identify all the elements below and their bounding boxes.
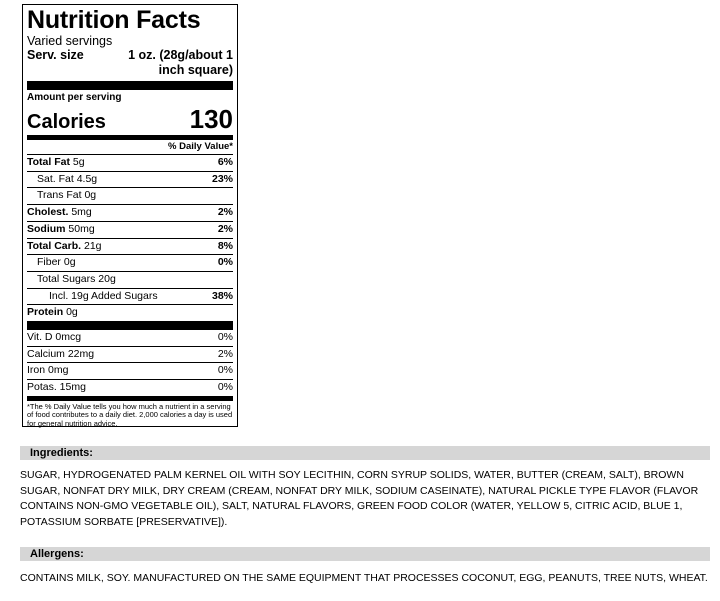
ingredients-heading: Ingredients: bbox=[20, 446, 710, 460]
nutrient-dv: 8% bbox=[217, 239, 233, 252]
vitamin-row-iron bbox=[27, 362, 233, 379]
vitamin-text: Potas. 15mg bbox=[27, 381, 86, 394]
nutrient-dv: 2% bbox=[217, 222, 233, 235]
nutrient-row-cholesterol bbox=[27, 204, 233, 221]
nutrient-dv: 6% bbox=[217, 156, 233, 168]
nutrient-dv: 0% bbox=[217, 256, 233, 269]
vitamin-row-potassium bbox=[27, 379, 233, 396]
nutrition-facts-title: Nutrition Facts bbox=[27, 6, 201, 34]
nutrient-name: Protein bbox=[27, 306, 64, 319]
nutrient-row-sat-fat bbox=[27, 171, 233, 188]
nutrient-amount: 50mg bbox=[68, 222, 95, 235]
calories-row bbox=[27, 104, 233, 134]
nutrient-row-trans-fat bbox=[27, 187, 233, 204]
vitamin-dv: 0% bbox=[217, 331, 233, 344]
vitamin-dv: 0% bbox=[217, 381, 233, 394]
nutrient-name: Fiber bbox=[37, 256, 61, 269]
nutrient-name: Total Sugars bbox=[37, 272, 96, 285]
thick-divider bbox=[27, 81, 233, 90]
nutrient-amount: 0g bbox=[84, 189, 97, 202]
serving-size-label: Serv. size bbox=[27, 48, 84, 62]
nutrient-row-total-carb bbox=[27, 238, 233, 255]
nutrient-dv: 23% bbox=[211, 172, 233, 185]
nutrient-name: Sat. Fat bbox=[37, 172, 74, 185]
ingredients-text: SUGAR, HYDROGENATED PALM KERNEL OIL WITH SOY LECITHIN, CORN SYRUP SOLIDS, WATER, BUTTER (CREAM, SALT), BROWN SUGAR, NONFAT DRY MILK, DRY CREAM (CREAM, NONFAT DRY MILK, SODIUM CASEINATE), NATURAL PICKLE TYPE FLAVOR (FLAVOR CONTAINS NON-GMO VEGETABLE OIL), SALT, NATURAL FLAVORS, GREEN FOOD COLOR (WATER, YELLOW 5, CITRIC ACID, BLUE 1, POTASSIUM SORBATE [PRESERVATIVE]). bbox=[20, 469, 699, 528]
nutrient-amount: 21g bbox=[83, 239, 102, 252]
nutrient-amount: 0g bbox=[63, 256, 76, 269]
nutrition-facts-label bbox=[22, 4, 238, 427]
nutrient-row-total-fat bbox=[27, 154, 233, 171]
serving-size-row bbox=[27, 48, 233, 78]
nutrient-name: Cholest. bbox=[27, 206, 69, 219]
nutrient-amount: 5g bbox=[72, 156, 85, 168]
nutrient-amount: 20g bbox=[98, 272, 116, 285]
nutrient-name: Total Fat bbox=[27, 156, 70, 168]
vitamin-row-calcium bbox=[27, 346, 233, 363]
nutrient-amount: 4.5g bbox=[76, 172, 98, 185]
nutrient-row-sodium bbox=[27, 221, 233, 238]
nutrient-row-fiber bbox=[27, 254, 233, 271]
vitamin-dv: 2% bbox=[217, 347, 233, 360]
vitamin-text: Vit. D 0mcg bbox=[27, 331, 82, 344]
vitamin-row-d bbox=[27, 330, 233, 346]
nutrient-name: Total Carb. bbox=[27, 239, 82, 252]
calories-label: Calories bbox=[27, 111, 106, 133]
nutrient-amount: 0g bbox=[66, 306, 78, 319]
nutrient-row-protein bbox=[27, 304, 233, 321]
daily-value-header: % Daily Value* bbox=[27, 139, 233, 154]
nutrient-name: Trans Fat bbox=[37, 189, 82, 202]
vitamin-dv: 0% bbox=[217, 364, 233, 377]
allergens-text: CONTAINS MILK, SOY. MANUFACTURED ON THE SAME EQUIPMENT THAT PROCESSES COCONUT, EGG, PEANUTS, TREE NUTS, WHEAT. bbox=[20, 572, 708, 584]
calories-value: 130 bbox=[189, 104, 233, 134]
nutrient-dv: 2% bbox=[217, 206, 233, 219]
servings-text: Varied servings bbox=[27, 34, 113, 48]
daily-value-footnote: *The % Daily Value tells you how much a nutrient in a serving of food contributes to a daily diet. 2,000 calories a day is used for general nutrition advice. bbox=[27, 401, 233, 428]
nutrient-name: Incl. 19g Added Sugars bbox=[49, 289, 158, 302]
nutrient-row-total-sugars bbox=[27, 271, 233, 288]
amount-per-serving: Amount per serving bbox=[27, 92, 122, 103]
nutrient-amount: 5mg bbox=[71, 206, 92, 219]
nutrient-row-added-sugars bbox=[27, 288, 233, 305]
vitamin-text: Calcium 22mg bbox=[27, 347, 95, 360]
nutrient-dv: 38% bbox=[211, 289, 233, 302]
thick-divider bbox=[27, 321, 233, 330]
nutrient-name: Sodium bbox=[27, 222, 66, 235]
allergens-heading: Allergens: bbox=[20, 547, 710, 561]
serving-size-value: 1 oz. (28g/about 1 inch square) bbox=[128, 48, 233, 77]
vitamin-text: Iron 0mg bbox=[27, 364, 69, 377]
